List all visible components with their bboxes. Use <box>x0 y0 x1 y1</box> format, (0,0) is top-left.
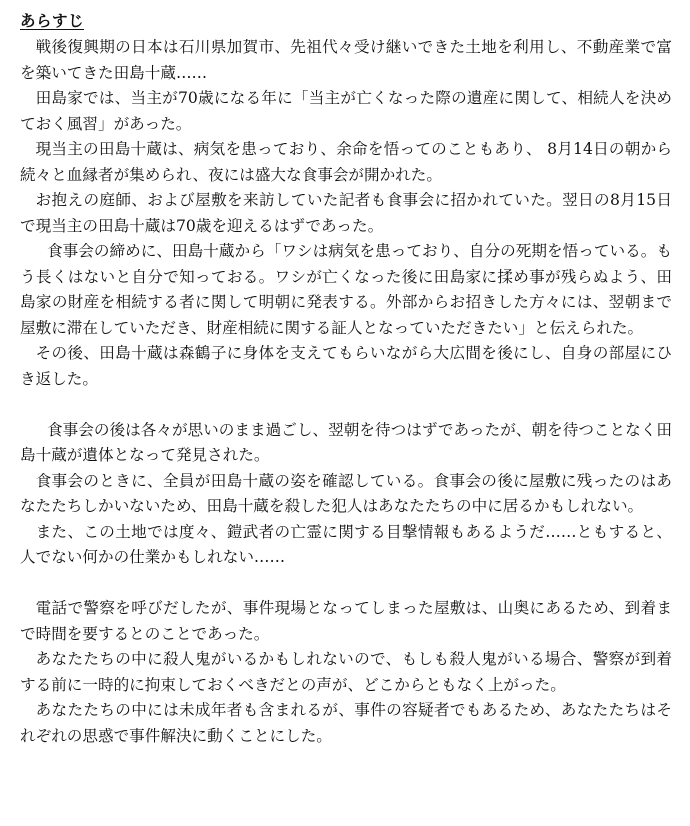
paragraph-resolution: あなたたちの中には未成年者も含まれるが、事件の容疑者でもあるため、あなたたちはそれぞれの思惑で事件解決に動くことにした。 <box>20 701 672 745</box>
paragraph-announcement: 食事会の締めに、田島十蔵から「ワシは病気を患っており、自分の死期を悟っている。もう長くはないと自分で知っておる。ワシが亡くなった後に田島家に揉め事が残らぬよう、田島家の財産を相続する者に関して明朝に発表する。外部からお招きした方々には、翌朝まで屋敷に滞在していただき、財産相続に関する証人となっていただきたい」と伝えられた。 <box>20 242 672 337</box>
section-heading: あらすじ <box>20 12 85 30</box>
paragraph-suspects: 食事会のときに、全員が田島十蔵の姿を確認している。食事会の後に屋敷に残ったのはあなたたちしかいないため、田島十蔵を殺した犯人はあなたたちの中に居るかもしれない。 <box>20 471 672 515</box>
paragraph-ghost: また、この土地では度々、鎧武者の亡霊に関する目撃情報もあるようだ……ともすると、人でない何かの仕業かもしれない…… <box>20 522 672 566</box>
paragraph-guests: お抱えの庭師、および屋敷を来訪していた記者も食事会に招かれていた。翌日の8月15日で現当主の田島十蔵は70歳を迎えるはずであった。 <box>20 191 672 235</box>
synopsis-document <box>20 10 672 749</box>
paragraph-restrain: あなたたちの中に殺人鬼がいるかもしれないので、もしも殺人鬼がいる場合、警察が到着する前に一時的に拘束しておくべきだとの声が、どこからともなく上がった。 <box>20 650 672 694</box>
paragraph-gathering: 現当主の田島十蔵は、病気を患っており、余命を悟ってのこともあり、 8月14日の朝から続々と血縁者が集められ、夜には盛大な食事会が開かれた。 <box>20 140 672 184</box>
paragraph-retire: その後、田島十蔵は森鶴子に身体を支えてもらいながら大広間を後にし、自身の部屋にひき返した。 <box>20 344 672 388</box>
paragraph-background: 戦後復興期の日本は石川県加賀市、先祖代々受け継いできた土地を利用し、不動産業で富を築いてきた田島十蔵…… <box>20 38 672 82</box>
paragraph-police: 電話で警察を呼びだしたが、事件現場となってしまった屋敷は、山奥にあるため、到着まで時間を要するとのことであった。 <box>20 599 672 643</box>
paragraph-spacer <box>20 571 672 597</box>
paragraph-discovery: 食事会の後は各々が思いのまま過ごし、翌朝を待つはずであったが、朝を待つことなく田島十蔵が遺体となって発見された。 <box>20 420 673 464</box>
paragraph-spacer <box>20 392 672 418</box>
paragraph-custom: 田島家では、当主が70歳になる年に「当主が亡くなった際の遺産に関して、相続人を決めておく風習」があった。 <box>20 89 672 133</box>
